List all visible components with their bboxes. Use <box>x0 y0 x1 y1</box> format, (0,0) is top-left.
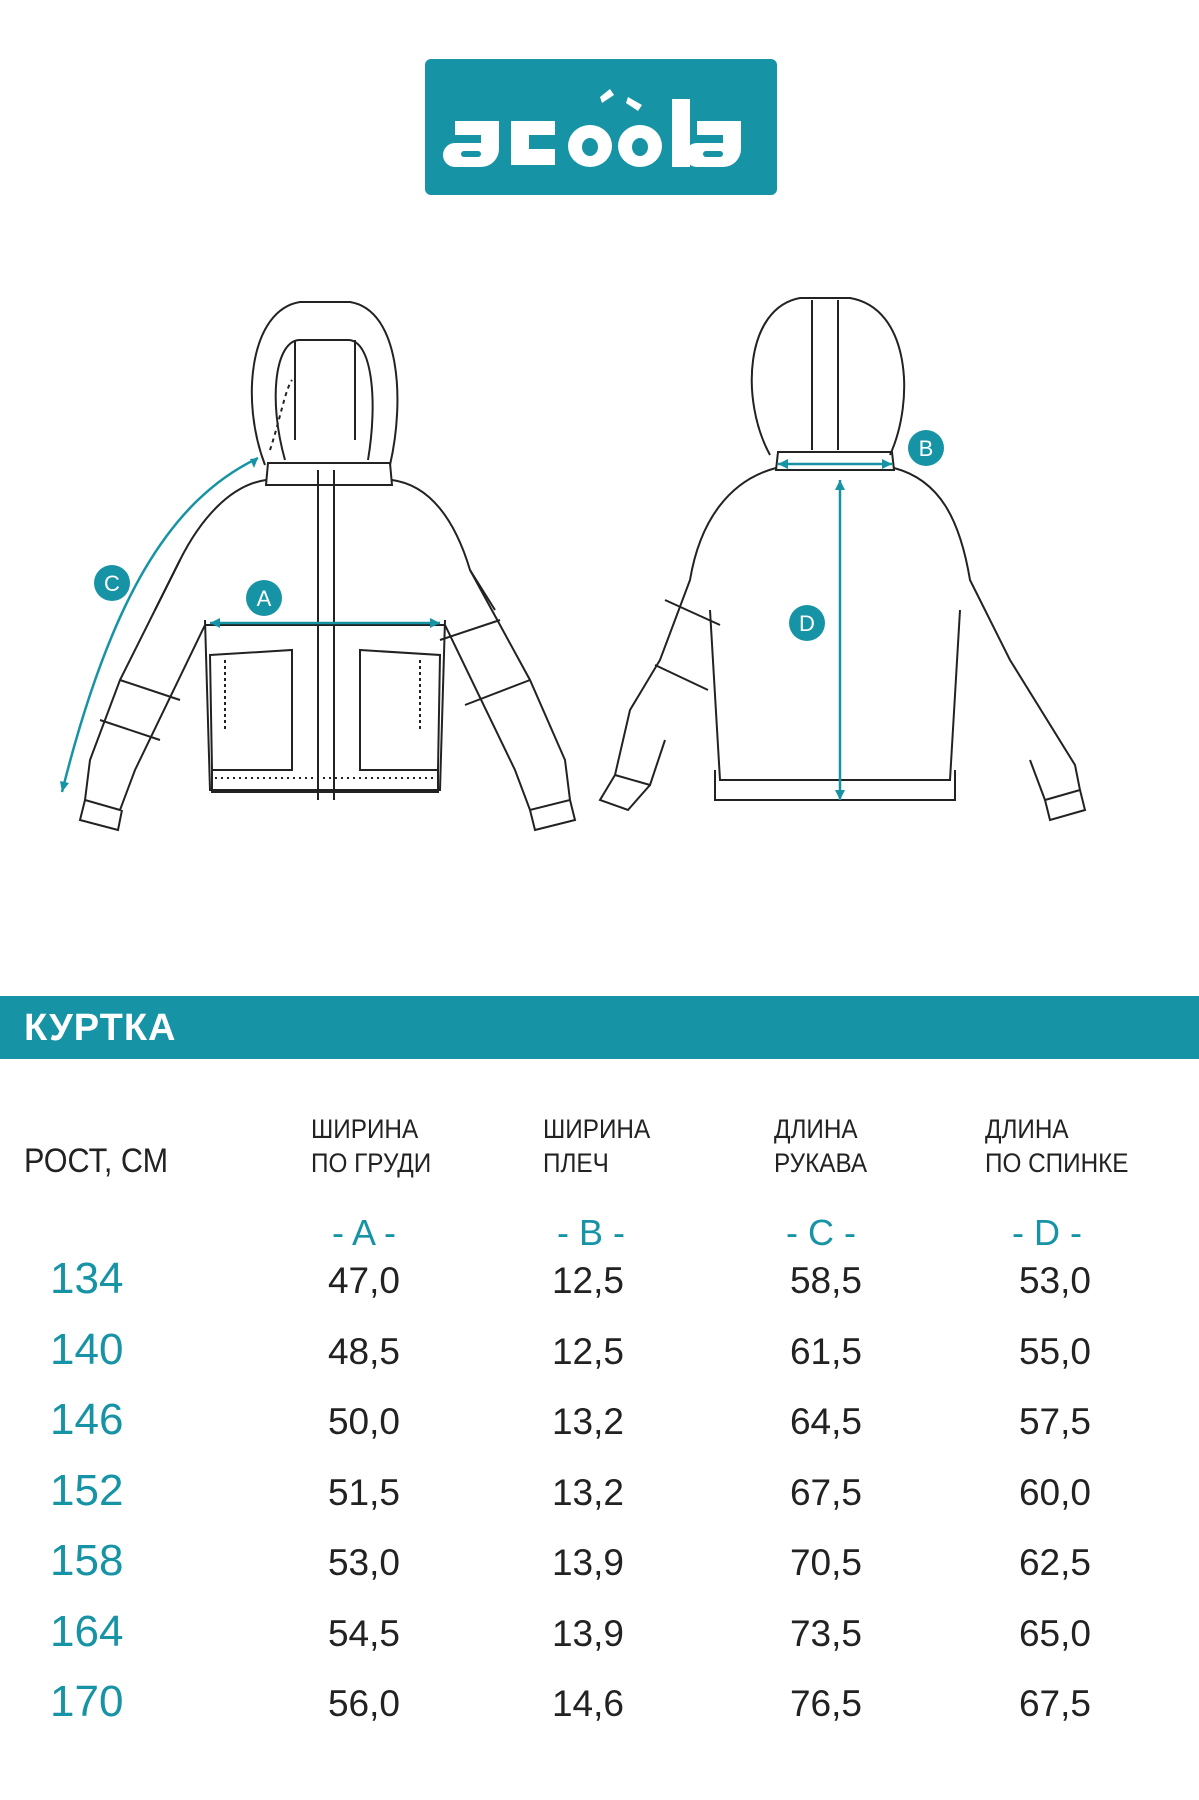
measurement-value: 58,5 <box>789 1260 862 1301</box>
column-header-line: ШИРИНА <box>543 1114 651 1144</box>
table-row <box>0 1324 1199 1399</box>
measurement-value: 51,5 <box>327 1471 400 1513</box>
growth-value: 164 <box>50 1606 124 1656</box>
marker-c-label: C <box>104 571 120 596</box>
brand-logo-wordmark <box>425 59 777 195</box>
measurement-value: 70,5 <box>789 1542 862 1583</box>
marker-b-label: B <box>918 436 934 461</box>
column-header-line: ДЛИНА <box>985 1114 1069 1144</box>
column-letter-b: - B - <box>557 1212 625 1253</box>
growth-value: 146 <box>50 1395 124 1444</box>
table-row <box>0 1254 1199 1328</box>
table-row <box>0 1536 1199 1610</box>
measurement-value: 13,2 <box>551 1471 624 1513</box>
column-header-line: ПО СПИНКЕ <box>985 1148 1129 1178</box>
column-header-chest <box>311 1112 431 1180</box>
column-header-line: ПЛЕЧ <box>543 1148 609 1178</box>
marker-c <box>94 565 130 601</box>
measurement-value: 13,9 <box>551 1542 624 1583</box>
marker-d <box>789 605 825 641</box>
measurement-value: 64,5 <box>789 1401 862 1442</box>
measurement-value: 67,5 <box>789 1471 862 1513</box>
measurement-value: 67,5 <box>1018 1683 1091 1724</box>
column-header-line: ПО ГРУДИ <box>311 1148 432 1178</box>
column-letter-c: - C - <box>786 1212 856 1253</box>
measurement-value: 57,5 <box>1018 1401 1091 1442</box>
section-title: КУРТКА <box>24 1007 177 1049</box>
measurement-value: 53,0 <box>327 1542 400 1583</box>
table-row <box>0 1677 1199 1751</box>
growth-value: 152 <box>50 1465 124 1515</box>
marker-b <box>908 430 944 466</box>
measurement-value: 12,5 <box>551 1260 624 1301</box>
column-header-back <box>985 1112 1129 1180</box>
jacket-front-view <box>80 302 575 830</box>
column-letter-a: - A - <box>331 1212 397 1253</box>
column-letter-d: - D - <box>1012 1212 1082 1253</box>
column-header-line: ДЛИНА <box>774 1114 858 1144</box>
growth-value: 140 <box>50 1324 124 1374</box>
measurement-value: 73,5 <box>789 1612 862 1654</box>
measure-markers <box>94 430 944 641</box>
growth-value: 158 <box>50 1536 124 1585</box>
measurement-value: 55,0 <box>1018 1330 1091 1372</box>
column-header-line: РУКАВА <box>774 1148 868 1178</box>
section-banner <box>0 996 1199 1059</box>
column-header-sleeve <box>774 1112 867 1180</box>
measurement-value: 50,0 <box>327 1401 400 1442</box>
measurement-value: 13,2 <box>551 1401 624 1442</box>
size-table <box>0 1100 1199 1780</box>
marker-a <box>246 580 282 616</box>
measurement-value: 12,5 <box>551 1330 624 1372</box>
marker-d-label: D <box>799 611 815 636</box>
measurement-value: 53,0 <box>1018 1260 1091 1301</box>
column-header-line: ШИРИНА <box>311 1114 419 1144</box>
jacket-technical-drawing <box>0 280 1199 860</box>
measurement-value: 54,5 <box>327 1612 400 1654</box>
measurement-value: 56,0 <box>327 1683 400 1724</box>
growth-value: 170 <box>50 1677 124 1726</box>
measurement-value: 62,5 <box>1018 1542 1091 1583</box>
growth-value: 134 <box>50 1254 124 1303</box>
measurement-value: 65,0 <box>1018 1612 1091 1654</box>
table-row <box>0 1395 1199 1469</box>
measurement-value: 76,5 <box>789 1683 862 1724</box>
table-row <box>0 1465 1199 1540</box>
marker-a-label: A <box>256 586 272 611</box>
jacket-back-view <box>600 298 1085 820</box>
measurement-value: 13,9 <box>551 1612 624 1654</box>
measurement-value: 60,0 <box>1018 1471 1091 1513</box>
table-row <box>0 1606 1199 1681</box>
measurement-value: 48,5 <box>327 1330 400 1372</box>
brand-logo <box>425 59 777 195</box>
measurement-value: 47,0 <box>327 1260 400 1301</box>
measurement-value: 14,6 <box>551 1683 624 1724</box>
growth-header: РОСТ, СМ <box>24 1142 169 1180</box>
measurement-value: 61,5 <box>789 1330 862 1372</box>
column-header-shoulders <box>543 1112 650 1180</box>
